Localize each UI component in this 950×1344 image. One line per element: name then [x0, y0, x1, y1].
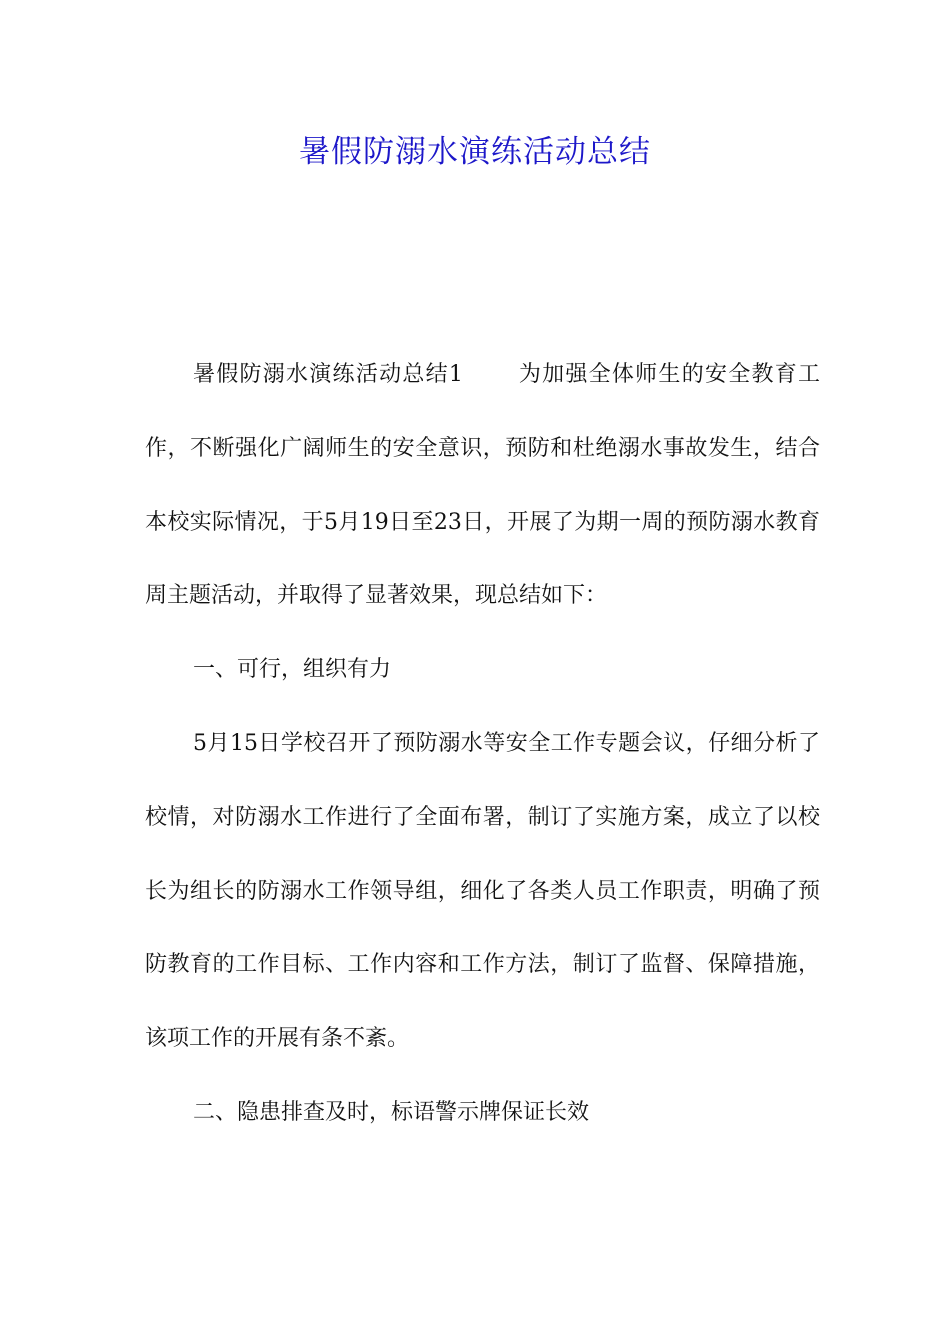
heading-section-1: 一、可行，组织有力	[193, 657, 392, 683]
document-title: 暑假防溺水演练活动总结	[299, 134, 651, 170]
document-body	[145, 338, 820, 1150]
paragraph-section-1: 5月15日学校召开了预防溺水等安全工作专题会议，仔细分析了校情，对防溺水工作进行了全面布署，制订了实施方案，成立了以校长为组长的防溺水工作领导组，细化了各类人员工作职责，明确了预防教育的工作目标、工作内容和工作方法，制订了监督、保障措施，该项工作的开展有条不紊。	[145, 730, 820, 1052]
paragraph-intro: 暑假防溺水演练活动总结1 为加强全体师生的安全教育工作，不断强化广阔师生的安全意识，预防和杜绝溺水事故发生，结合本校实际情况，于5月19日至23日，开展了为期一周的预防溺水教育周主题活动，并取得了显著效果，现总结如下：	[145, 362, 820, 609]
heading-section-2: 二、隐患排查及时，标语警示牌保证长效	[193, 1099, 590, 1125]
